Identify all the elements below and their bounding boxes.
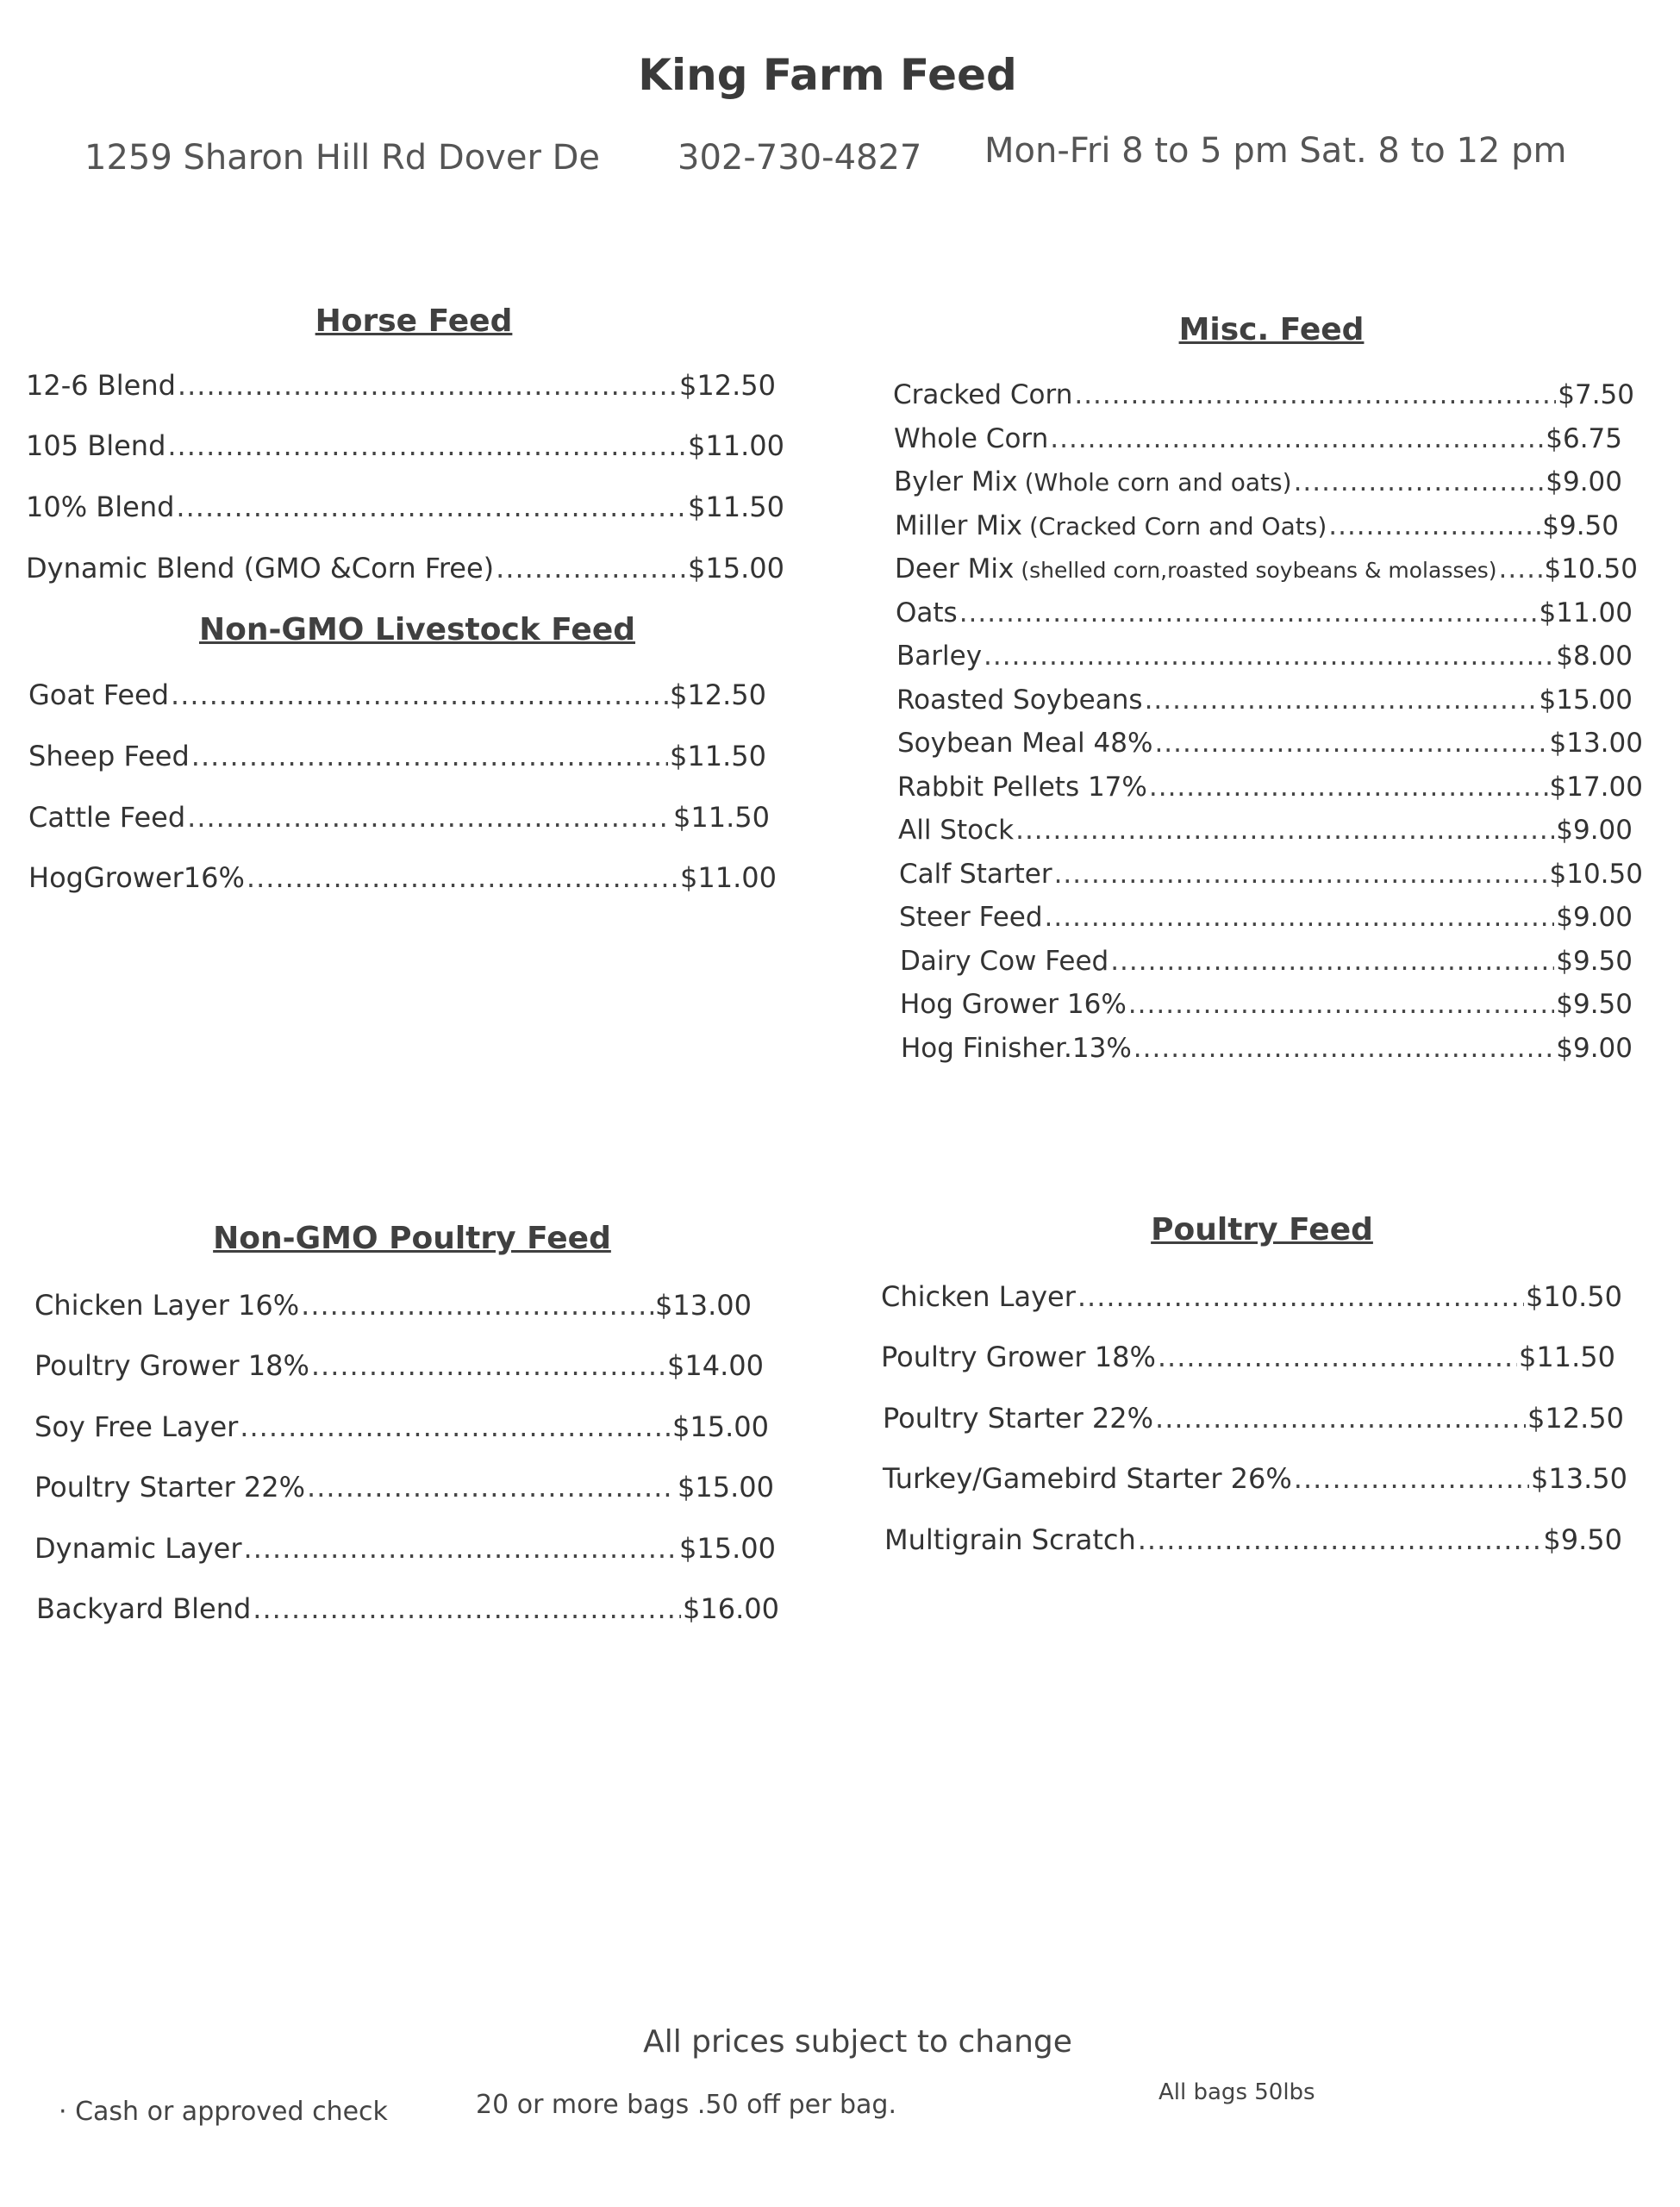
price: $10.50: [1544, 553, 1638, 585]
price: $8.00: [1556, 641, 1633, 672]
list-item: Poultry Starter 22% ..... $12.50: [883, 1402, 1624, 1436]
list-item: Dairy Cow Feed ..... $9.50: [900, 946, 1633, 980]
price: $9.50: [1556, 989, 1633, 1020]
list-item: 12-6 Blend ..... $12.50: [26, 369, 776, 403]
price: $11.00: [680, 861, 777, 894]
list-item: Roasted Soybeans ..... $15.00: [896, 685, 1633, 719]
price: $12.50: [1527, 1402, 1624, 1435]
list-item: Soybean Meal 48% ..... $13.00: [897, 728, 1643, 762]
list-item: Calf Starter ..... $10.50: [899, 859, 1643, 893]
price: $7.50: [1558, 379, 1634, 410]
list-item: Chicken Layer ..... $10.50: [881, 1280, 1622, 1315]
list-item: Dynamic Layer ..... $15.00: [34, 1532, 776, 1566]
price: $10.50: [1526, 1280, 1622, 1313]
list-item: Deer Mix (shelled corn,roasted soybeans & molasses) ..... $10.50: [895, 553, 1638, 588]
phone-number: 302-730-4827: [678, 138, 922, 178]
nongmo-poultry-title: Non-GMO Poultry Feed: [213, 1221, 611, 1256]
price: $13.00: [1549, 728, 1643, 759]
payment-note: · Cash or approved check: [59, 2097, 388, 2127]
misc-feed-title: Misc. Feed: [1178, 312, 1365, 347]
price: $11.50: [673, 801, 770, 834]
price: $9.00: [1556, 902, 1633, 933]
price: $15.00: [688, 552, 784, 585]
livestock-feed-title: Non-GMO Livestock Feed: [198, 612, 636, 647]
price: $6.75: [1546, 423, 1622, 454]
list-item: Dynamic Blend (GMO &Corn Free) ..... $15.00: [26, 552, 784, 586]
price: $12.50: [679, 369, 776, 402]
price: $9.50: [1542, 510, 1619, 541]
price: $9.50: [1543, 1523, 1622, 1556]
price: $15.00: [672, 1410, 769, 1443]
price: $9.50: [1556, 946, 1633, 977]
list-item: Poultry Starter 22% ..... $15.00: [34, 1471, 774, 1505]
bag-size-note: All bags 50lbs: [1159, 2079, 1315, 2105]
address: 1259 Sharon Hill Rd Dover De: [84, 138, 601, 178]
price: $11.50: [1519, 1341, 1615, 1373]
price: $13.50: [1531, 1462, 1627, 1495]
list-item: Turkey/Gamebird Starter 26% ..... $13.50: [883, 1462, 1627, 1497]
price: $11.50: [688, 491, 784, 523]
list-item: All Stock ..... $9.00: [898, 815, 1633, 849]
page-title: King Farm Feed: [638, 50, 1017, 100]
price: $17.00: [1549, 772, 1643, 803]
price: $16.00: [683, 1592, 779, 1625]
list-item: Cattle Feed ..... $11.50: [28, 801, 770, 835]
price: $13.00: [655, 1289, 752, 1322]
price: $15.00: [1539, 685, 1633, 716]
price-change-notice: All prices subject to change: [643, 2024, 1072, 2060]
price: $11.00: [688, 429, 784, 462]
list-item: Backyard Blend ..... $16.00: [36, 1592, 779, 1627]
discount-note: 20 or more bags .50 off per bag.: [476, 2090, 896, 2120]
horse-feed-title: Horse Feed: [315, 303, 513, 339]
list-item: Soy Free Layer ..... $15.00: [34, 1410, 769, 1445]
price: $9.00: [1546, 466, 1622, 497]
list-item: Oats ..... $11.00: [896, 597, 1633, 632]
list-item: Cracked Corn ..... $7.50: [893, 379, 1634, 414]
price: $15.00: [678, 1471, 774, 1504]
price: $11.00: [1539, 597, 1633, 628]
price: $15.00: [679, 1532, 776, 1565]
price: $9.00: [1556, 1033, 1633, 1064]
list-item: Multigrain Scratch ..... $9.50: [884, 1523, 1622, 1558]
list-item: Byler Mix (Whole corn and oats) ..... $9.00: [894, 466, 1622, 501]
list-item: Whole Corn ..... $6.75: [894, 423, 1622, 458]
list-item: Steer Feed ..... $9.00: [899, 902, 1633, 936]
price: $12.50: [670, 678, 766, 711]
list-item: Miller Mix (Cracked Corn and Oats) ..... $9.50: [895, 510, 1619, 545]
list-item: Sheep Feed ..... $11.50: [28, 740, 766, 774]
list-item: HogGrower16% ..... $11.00: [28, 861, 777, 896]
price: $14.00: [667, 1349, 764, 1382]
list-item: Hog Finisher.13% ..... $9.00: [901, 1033, 1633, 1067]
list-item: Rabbit Pellets 17% ..... $17.00: [897, 772, 1643, 806]
list-item: Goat Feed ..... $12.50: [28, 678, 766, 713]
list-item: Poultry Grower 18% ..... $14.00: [34, 1349, 764, 1384]
list-item: Poultry Grower 18% ..... $11.50: [881, 1341, 1615, 1375]
list-item: 10% Blend ..... $11.50: [26, 491, 784, 525]
list-item: Barley ..... $8.00: [896, 641, 1633, 675]
store-hours: Mon-Fri 8 to 5 pm Sat. 8 to 12 pm: [984, 131, 1567, 171]
list-item: Chicken Layer 16% ..... $13.00: [34, 1289, 752, 1323]
poultry-feed-title: Poultry Feed: [1151, 1212, 1373, 1247]
list-item: 105 Blend ..... $11.00: [26, 429, 784, 464]
price: $11.50: [670, 740, 766, 772]
price: $10.50: [1549, 859, 1643, 890]
list-item: Hog Grower 16% ..... $9.50: [900, 989, 1633, 1023]
price: $9.00: [1556, 815, 1633, 846]
